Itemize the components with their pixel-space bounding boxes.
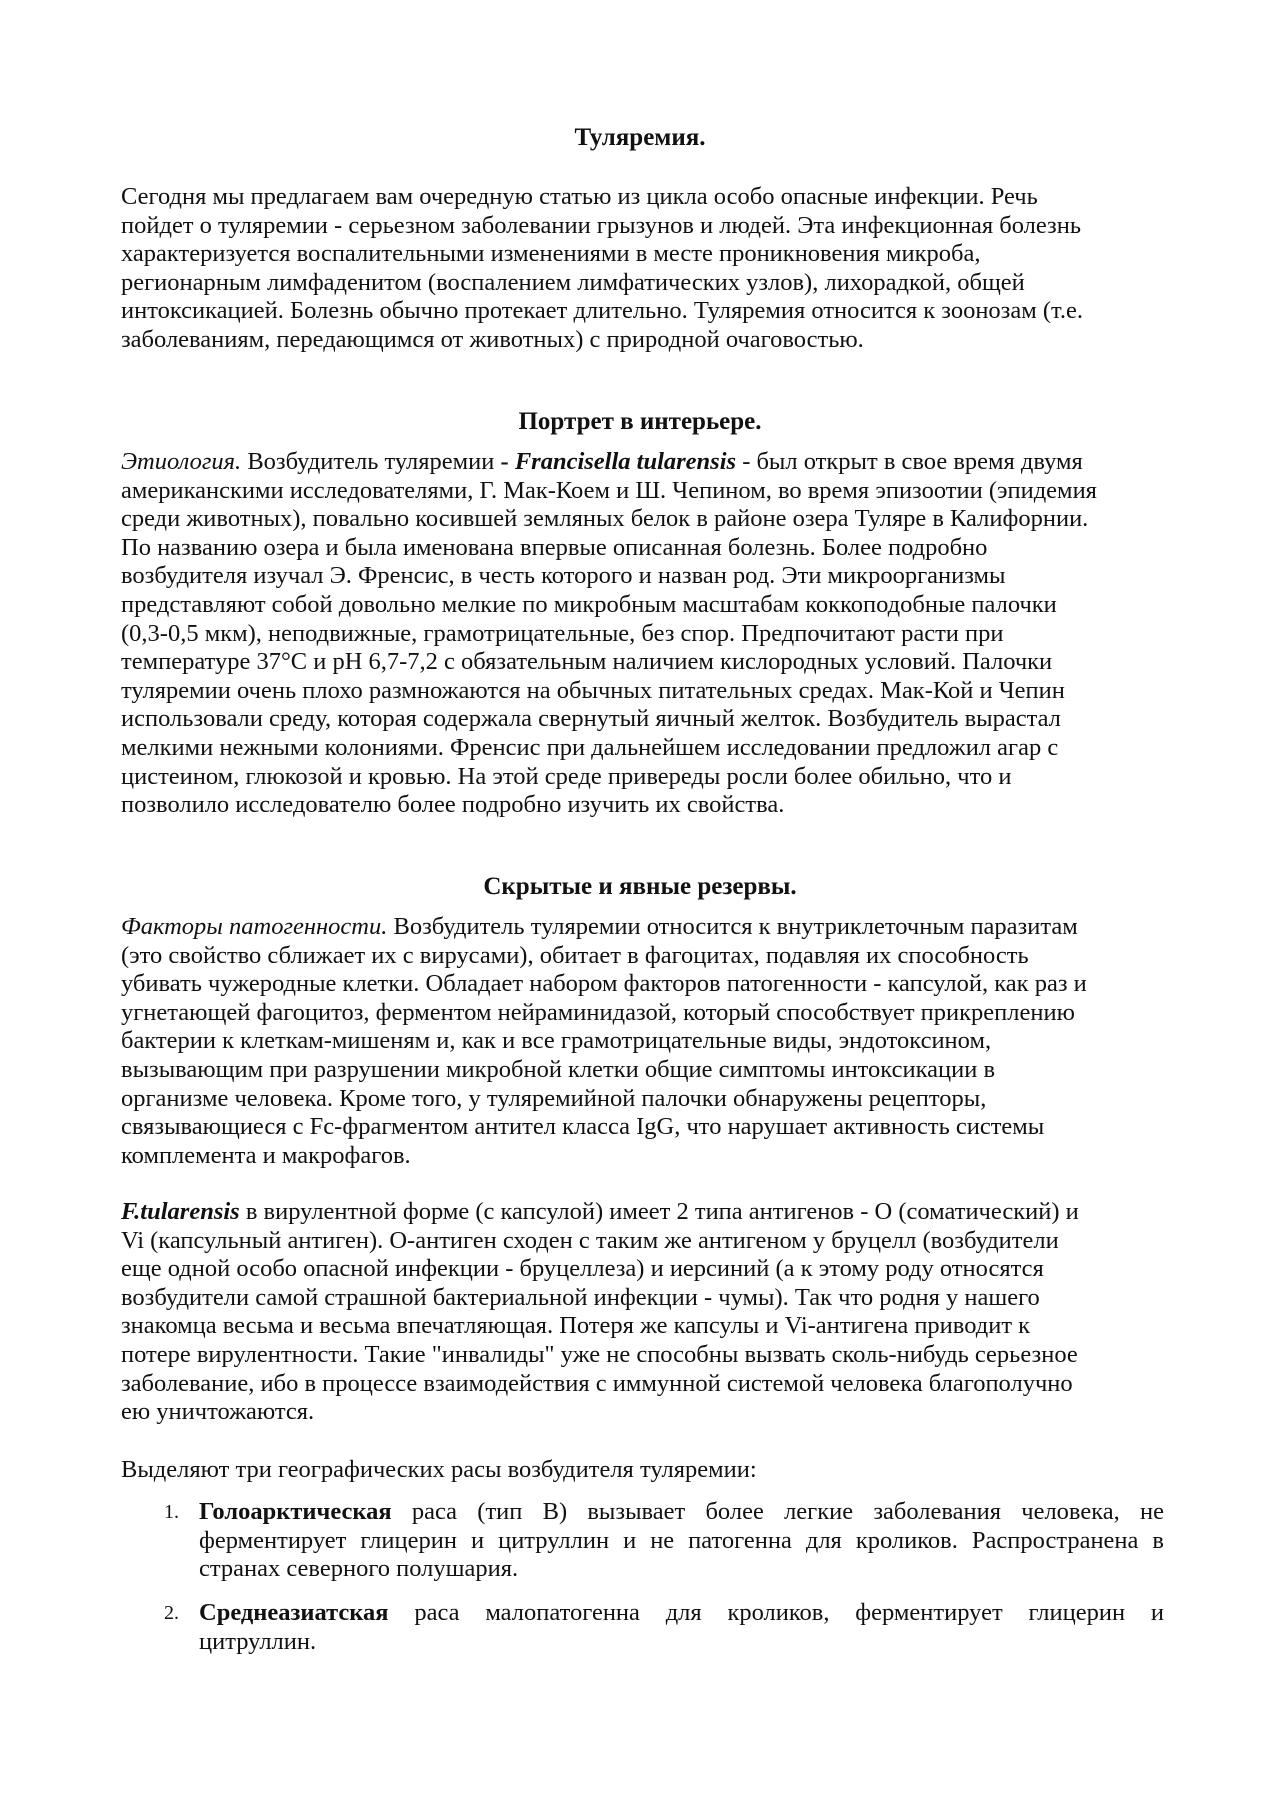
text-line: характеризуется воспалительными изменениями в месте проникновения микроба,	[121, 240, 981, 268]
text-line: Выделяют три географических расы возбудителя туляремии:	[121, 1456, 757, 1483]
text-line: позволило исследователю более подробно изучить их свойства.	[121, 791, 785, 819]
text-line: убивать чужеродные клетки. Обладает набором факторов патогенности - капсулой, как раз и	[121, 970, 1087, 998]
text-line	[199, 1498, 1164, 1527]
text-span: раса (тип В) вызывает более легкие заболевания человека, не	[391, 1498, 1164, 1525]
text-line: потере вирулентности. Такие "инвалиды" уже не способны вызвать сколь-нибудь серьезное	[121, 1340, 1078, 1368]
text-line: цитруллин.	[199, 1627, 317, 1655]
text-line: (0,3-0,5 мкм), неподвижные, грамотрицательные, без спор. Предпочитают расти при	[121, 619, 1004, 647]
text-span: - был открыт в свое время двумя	[736, 448, 1083, 475]
emphasis-text: Голоарктическая	[199, 1498, 392, 1525]
list-item-text	[199, 1498, 1164, 1584]
pathogenicity-paragraph	[121, 913, 1157, 1170]
text-line: организме человека. Кроме того, у туляремийной палочки обнаружены рецепторы,	[121, 1084, 987, 1112]
text-line: заболеваниям, передающимся от животных) с природной очаговостью.	[121, 325, 864, 353]
text-line: туляремии очень плохо размножаются на обычных питательных средах. Мак-Кой и Чепин	[121, 676, 1065, 704]
emphasis-text: -	[500, 448, 515, 475]
italic-label: Факторы патогенности.	[121, 913, 388, 940]
emphasis-text: Francisella tularensis	[514, 448, 737, 475]
text-line: угнетающей фагоцитоз, ферментом нейраминидазой, который способствует прикреплению	[121, 998, 1075, 1026]
emphasis-text: F.tularensis	[121, 1198, 240, 1225]
list-number: 2.	[164, 1602, 179, 1624]
text-line: заболевание, ибо в процессе взаимодействия с иммунной системой человека благополучно	[121, 1369, 1073, 1397]
races-intro	[121, 1456, 1157, 1485]
text-line: Сегодня мы предлагаем вам очередную статью из цикла особо опасные инфекции. Речь	[121, 183, 1038, 210]
emphasis-text: Среднеазиатская	[199, 1599, 389, 1626]
text-line: температуре 37°С и рН 6,7-7,2 с обязательным наличием кислородных условий. Палочки	[121, 648, 1053, 676]
text-line	[121, 1198, 1157, 1227]
text-line: интоксикацией. Болезнь обычно протекает длительно. Туляремия относится к зоонозам (т.е.	[121, 297, 1084, 325]
text-line: представляют собой довольно мелкие по микробным масштабам коккоподобные палочки	[121, 590, 1057, 618]
text-line: По названию озера и была именована впервые описанная болезнь. Более подробно	[121, 533, 988, 561]
text-line: использовали среду, которая содержала свернутый яичный желток. Возбудитель вырастал	[121, 705, 1061, 733]
text-line: регионарным лимфаденитом (воспалением лимфатических узлов), лихорадкой, общей	[121, 268, 1025, 296]
section-heading-reserves: Скрытые и явные резервы.	[483, 873, 797, 900]
text-line: вызывающим при разрушении микробной клетки общие симптомы интоксикации в	[121, 1055, 996, 1083]
list-number: 1.	[164, 1501, 179, 1523]
text-span: раса малопатогенна для кроликов, ферментирует глицерин и	[388, 1599, 1164, 1626]
antigens-paragraph	[121, 1198, 1157, 1427]
text-line: возбудители самой страшной бактериальной инфекции - чумы). Так что родня у нашего	[121, 1283, 1040, 1311]
text-line: знакомца весьма и весьма впечатляющая. Потеря же капсулы и Vi-антигена приводит к	[121, 1312, 1031, 1340]
text-line	[121, 913, 1157, 942]
text-line: странах северного полушария.	[199, 1555, 519, 1583]
text-line: связывающиеся с Fc-фрагментом антител класса IgG, что нарушает активность системы	[121, 1113, 1045, 1141]
list-item-text	[199, 1599, 1164, 1656]
etiology-paragraph	[121, 448, 1157, 820]
text-line: цистеином, глюкозой и кровью. На этой среде привереды росли более обильно, что и	[121, 762, 1012, 790]
text-line: ею уничтожаются.	[121, 1398, 315, 1426]
italic-label: Этиология.	[121, 448, 242, 475]
text-line: пойдет о туляремии - серьезном заболевании грызунов и людей. Эта инфекционная болезнь	[121, 211, 1082, 239]
text-line	[199, 1599, 1164, 1628]
text-span: в вирулентной форме (с капсулой) имеет 2 типа антигенов - О (соматический) и	[239, 1198, 1079, 1225]
text-line: (это свойство сближает их с вирусами), обитает в фагоцитах, подавляя их способность	[121, 941, 1029, 969]
document-title: Туляремия.	[574, 124, 706, 151]
text-line: Vi (капсульный антиген). О-антиген сходен с таким же антигеном у бруцелл (возбудители	[121, 1226, 1059, 1254]
text-line: ферментирует глицерин и цитруллин и не патогенна для кроликов. Распространена в	[199, 1526, 1164, 1554]
text-span: Возбудитель туляремии относится к внутриклеточным паразитам	[387, 913, 1078, 940]
text-line: мелкими нежными колониями. Френсис при дальнейшем исследовании предложил агар с	[121, 733, 1059, 761]
intro-paragraph	[121, 183, 1157, 355]
text-span: Возбудитель туляремии	[241, 448, 501, 475]
text-line: еще одной особо опасной инфекции - бруцеллеза) и иерсиний (а к этому роду относятся	[121, 1255, 1044, 1283]
text-line: среди животных), повально косившей земляных белок в районе озера Туляре в Калифорнии.	[121, 505, 1089, 533]
text-line	[121, 448, 1157, 477]
text-line: возбудителя изучал Э. Френсис, в честь которого и назван род. Эти микроорганизмы	[121, 562, 1006, 590]
text-line: комплемента и макрофагов.	[121, 1141, 411, 1169]
section-heading-portrait: Портрет в интерьере.	[518, 408, 762, 435]
text-line: бактерии к клеткам-мишеням и, как и все грамотрицательные виды, эндотоксином,	[121, 1027, 992, 1055]
text-line: американскими исследователями, Г. Мак-Коем и Ш. Чепином, во время эпизоотии (эпидемия	[121, 476, 1097, 504]
